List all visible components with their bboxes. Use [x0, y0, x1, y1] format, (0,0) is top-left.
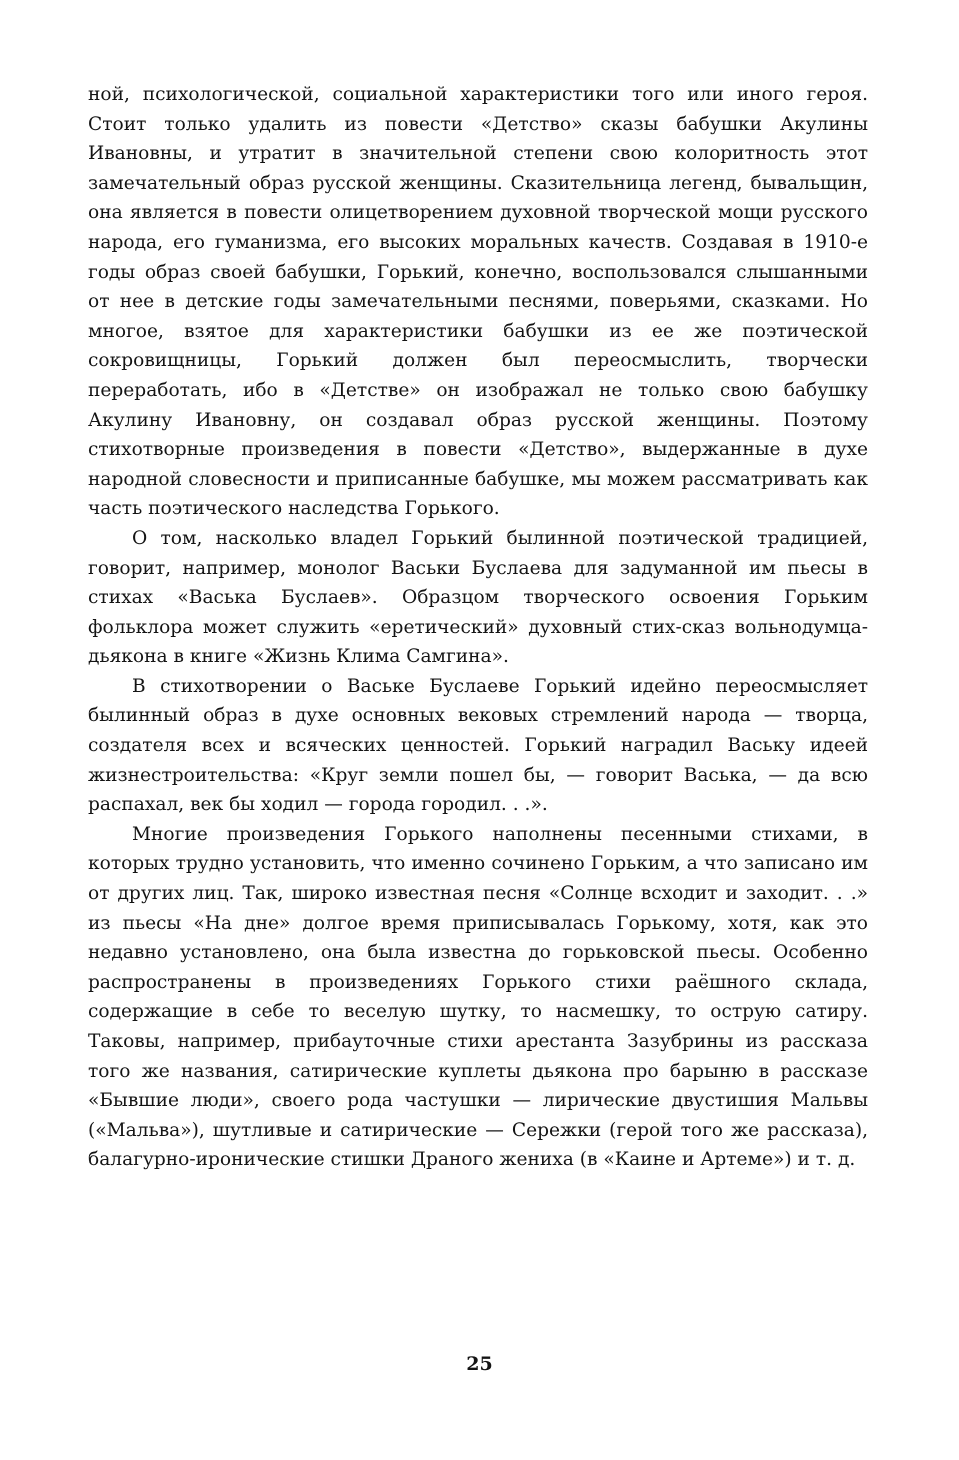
paragraph-2: О том, насколько владел Горький былинной поэтической традицией, говорит, например, монолог Васьки Буслаева для задуманной им пьесы в стихах «Васька Буслаев». Образцом творческого освоения Горьким фольклора может служить «еретический» духовный стих-сказ вольнодумца-дьякона в книге «Жизнь Клима Самгина». — [88, 527, 868, 668]
book-page-text — [88, 80, 868, 1380]
paragraph-1: ной, психологической, социальной характеристики того или иного героя. Стоит только удалить из повести «Детство» сказы бабушки Акулины Ивановны, и утратит в значительной степени свою колоритность этот замечательный образ русской женщины. Сказительница легенд, бывальщин, она является в повести олицетворением духовной творческой мощи русского народа, его гуманизма, его высоких моральных качеств. Создавая в 1910-е годы образ своей бабушки, Горький, конечно, воспользовался слышанными от нее в детские годы замечательными песнями, поверьями, сказками. Но многое, взятое для характеристики бабушки из ее же поэтической сокровищницы, Горький должен был переосмыслить, творчески переработать, ибо в «Детстве» он изображал не только свою бабушку Акулину Ивановну, он создавал образ русской женщины. Поэтому стихотворные произведения в повести «Детство», выдержанные в духе народной словесности и приписанные бабушке, мы можем рассматривать как часть поэтического наследства Горького. — [88, 84, 868, 520]
page-number: 25 — [466, 1353, 493, 1375]
paragraph-4: Многие произведения Горького наполнены песенными стихами, в которых трудно установить, что именно сочинено Горьким, а что записано им от других лиц. Так, широко известная песня «Солнце всходит и заходит. . .» из пьесы «На дне» долгое время приписывалась Горькому, хотя, как это недавно установлено, она была известна до горьковской пьесы. Особенно распространены в произведениях Горького стихи раёшного склада, содержащие в себе то веселую шутку, то насмешку, то острую сатиру. Таковы, например, прибауточные стихи арестанта Зазубрины из рассказа того же названия, сатирические куплеты дьякона про барыню в рассказе «Бывшие люди», своего рода частушки — лирические двустишия Мальвы («Мальва»), шутливые и сатирические — Сережки (герой того же рассказа), балагурно-иронические стишки Драного жениха (в «Каине и Артеме») и т. д. — [88, 823, 868, 1171]
paragraph-3: В стихотворении о Ваське Буслаеве Горький идейно переосмысляет былинный образ в духе основных вековых стремлений народа — творца, создателя всех и всяческих ценностей. Горький наградил Ваську идеей жизнестроительства: «Круг земли пошел бы, — говорит Васька, — да всю распахал, век бы ходил — города городил. . .». — [88, 675, 868, 816]
